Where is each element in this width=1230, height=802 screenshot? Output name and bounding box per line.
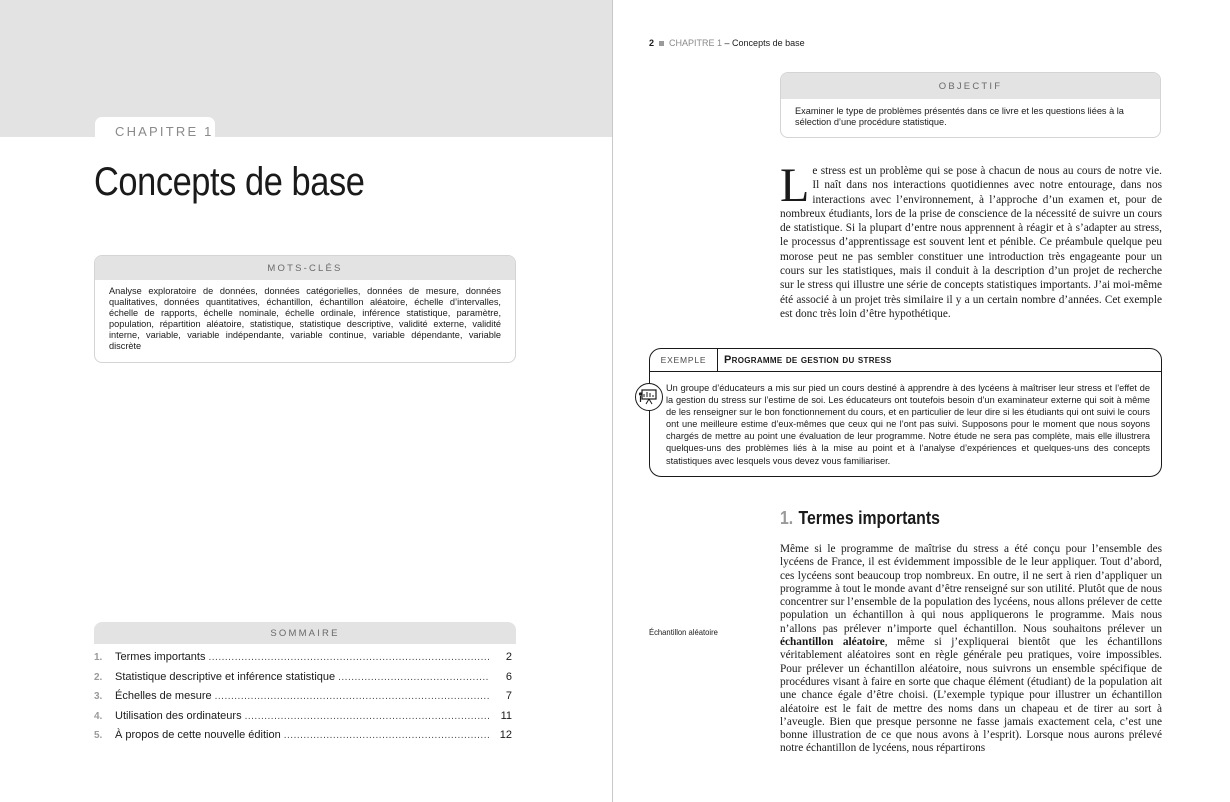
chapter-label: CHAPITRE 1 — [115, 124, 214, 139]
page-number: 2 — [649, 38, 655, 48]
summary-item-page: 7 — [505, 690, 512, 703]
summary-item[interactable] — [94, 651, 516, 671]
square-bullet-icon — [659, 41, 664, 46]
leader-dots — [215, 691, 489, 702]
keywords-heading: MOTS-CLÉS — [95, 256, 515, 280]
keywords-box — [94, 255, 516, 363]
summary-item-label: Échelles de mesure — [115, 690, 212, 703]
leader-dots — [338, 672, 489, 683]
summary-item-number: 3. — [94, 691, 103, 703]
leader-dots — [208, 652, 489, 663]
objective-heading: OBJECTIF — [781, 73, 1160, 99]
margin-note: Échantillon aléatoire — [649, 627, 718, 637]
summary-item-label: Statistique descriptive et inférence statistique — [115, 670, 336, 683]
section-title-text: Termes importants — [798, 508, 940, 528]
example-text: Un groupe d’éducateurs a mis sur pied un cours destiné à apprendre à des lycéens à maîtriser leur stress et l’effet de la gestion du stress sur l’estime de soi. Les éducateurs ont toutefois besoin d’un examinateur externe qui soit à même de les renseigner sur le bon fonctionnement du cours, et en particulier de leur dire si les étudiants qui ont suivi le cours ont une meilleure estime d’eux-mêmes que ceux qui ne l’ont pas suivi. Supposons pour le moment que nous soyons chargés de mettre au point une évaluation de leur programme. Notre étude ne sera pas complète, mais elle illustrera quelques-uns des problèmes liés à la mise au point et à l’analyse d’expériences et quelques-uns des concepts statistiques avec lesquels vous devez vous familiariser. — [666, 383, 1150, 466]
intro-paragraph — [780, 159, 1162, 321]
drop-cap: L — [780, 159, 810, 212]
summary-item-number: 1. — [94, 652, 103, 663]
example-title: Programme de gestion du stress — [724, 354, 892, 366]
summary-item-page: 6 — [505, 670, 512, 683]
chapter-header-band — [0, 0, 612, 137]
summary-item-number: 4. — [94, 710, 103, 722]
leader-dots — [245, 711, 489, 722]
running-head-title: Concepts de base — [732, 38, 805, 48]
running-head-chapter: CHAPITRE 1 — [669, 38, 723, 48]
summary-item[interactable] — [94, 729, 516, 749]
objective-text: Examiner le type de problèmes présentés dans ce livre et les questions liées à la sélection d’une procédure statistique. — [795, 106, 1124, 128]
summary-item[interactable] — [94, 671, 516, 691]
summary-item[interactable] — [94, 710, 516, 730]
summary-item-number: 5. — [94, 730, 103, 742]
summary-item-number: 2. — [94, 671, 103, 683]
section-number: 1. — [780, 508, 794, 528]
example-box — [649, 348, 1162, 477]
section-title — [780, 508, 940, 529]
body-text-part-2: , même si j’expliquerai bientôt que les échantillons véritablement aléatoires sont en règle générale peu pratiques, voire impossibles. Pour prélever un échantillon aléatoire, nous suivrons un ensemble spécifique de procédures visant à faire en sorte que chaque élément (étudiant) de la population ait une chance égale d’être choisi. (L’exemple typique pour illustrer un échantillon aléatoire est le fait de mettre des noms dans un chapeau et de tirer au sort à l’aveugle. Bien que presque personne ne fasse jamais exactement cela, c’est une bonne illustration de ce que nous avons à l’esprit). Lorsque nous aurons prélevé notre échantillon de lycéens, nous répartirons — [780, 636, 1162, 755]
leader-dots — [284, 730, 489, 741]
body-text-part-1: Même si le programme de maîtrise du stress a été conçu pour l’ensemble des lycéens de France, il est évidemment impossible de le leur appliquer. Tout d’abord, ces lycéens sont beaucoup trop nombreux. En outre, il ne sert à rien d’appliquer un programme à tout le monde avant d’être renseigné sur son utilité. Plutôt que de nous concentrer sur l’ensemble de la population des lycéens, nous allons prélever de cette population un échantillon à qui nous appliquerons le programme. Mais nous n’allons pas prélever n’importe quel échantillon. Nous souhaitons prélever un — [780, 543, 1162, 635]
presentation-board-icon — [635, 383, 663, 411]
summary-list — [94, 651, 516, 749]
body-paragraph — [780, 543, 1162, 756]
summary-item-page: 11 — [500, 709, 512, 722]
chapter-title: Concepts de base — [94, 160, 365, 204]
objective-box — [780, 72, 1161, 138]
running-head — [649, 38, 805, 48]
intro-text: e stress est un problème qui se pose à chacun de nous au cours de notre vie. Il naît dans nos interactions quotidiennes avec notre entourage, dans nos interactions avec l’environnement, à l’approche d’un examen et, pour de nombreux étudiants, lors de la prise de conscience de la nécessité de suivre un cours de statistique. Si la plupart d’entre nous apprennent à réagir et à s’adapter au stress, le processus d’apprentissage est souvent lent et pénible. Ce préambule quelque peu morose peut ne pas sembler constituer une introduction très engageante pour un cours sur les statistiques, mais il conduit à la description d’un projet de recherche sur le stress qui illustre une série de concepts statistiques importants. J’ai moi-même été associé à un projet très similaire il y a un certain nombre d’années. Cet exemple est donc très loin d’être hypothétique. — [780, 165, 1162, 320]
summary-item-page: 12 — [499, 729, 512, 742]
keywords-text: Analyse exploratoire de données, données catégorielles, données de mesure, données qualitatives, données quantitatives, échantillon, échantillon aléatoire, échelle d’intervalles, échelle de rapports, échelle nominale, échelle ordinale, inférence statistique, paramètre, population, répartition aléatoire, statistique, statistique descriptive, validité externe, validité interne, variable, variable indépendante, variable continue, variable dépendante, variable discrète — [109, 286, 501, 352]
running-head-separator: – — [722, 38, 733, 48]
right-page — [613, 0, 1230, 802]
example-tag: EXEMPLE — [650, 349, 718, 372]
summary-heading: SOMMAIRE — [94, 622, 516, 644]
body-bold-term: échantillon aléatoire — [780, 636, 885, 649]
summary-item-label: Utilisation des ordinateurs — [115, 709, 242, 722]
summary-item-label: À propos de cette nouvelle édition — [115, 729, 281, 742]
left-page — [0, 0, 612, 802]
summary-item-label: Termes importants — [115, 651, 206, 663]
summary-item-page: 2 — [505, 651, 512, 663]
summary-item[interactable] — [94, 690, 516, 710]
example-title-rule — [718, 371, 1161, 372]
